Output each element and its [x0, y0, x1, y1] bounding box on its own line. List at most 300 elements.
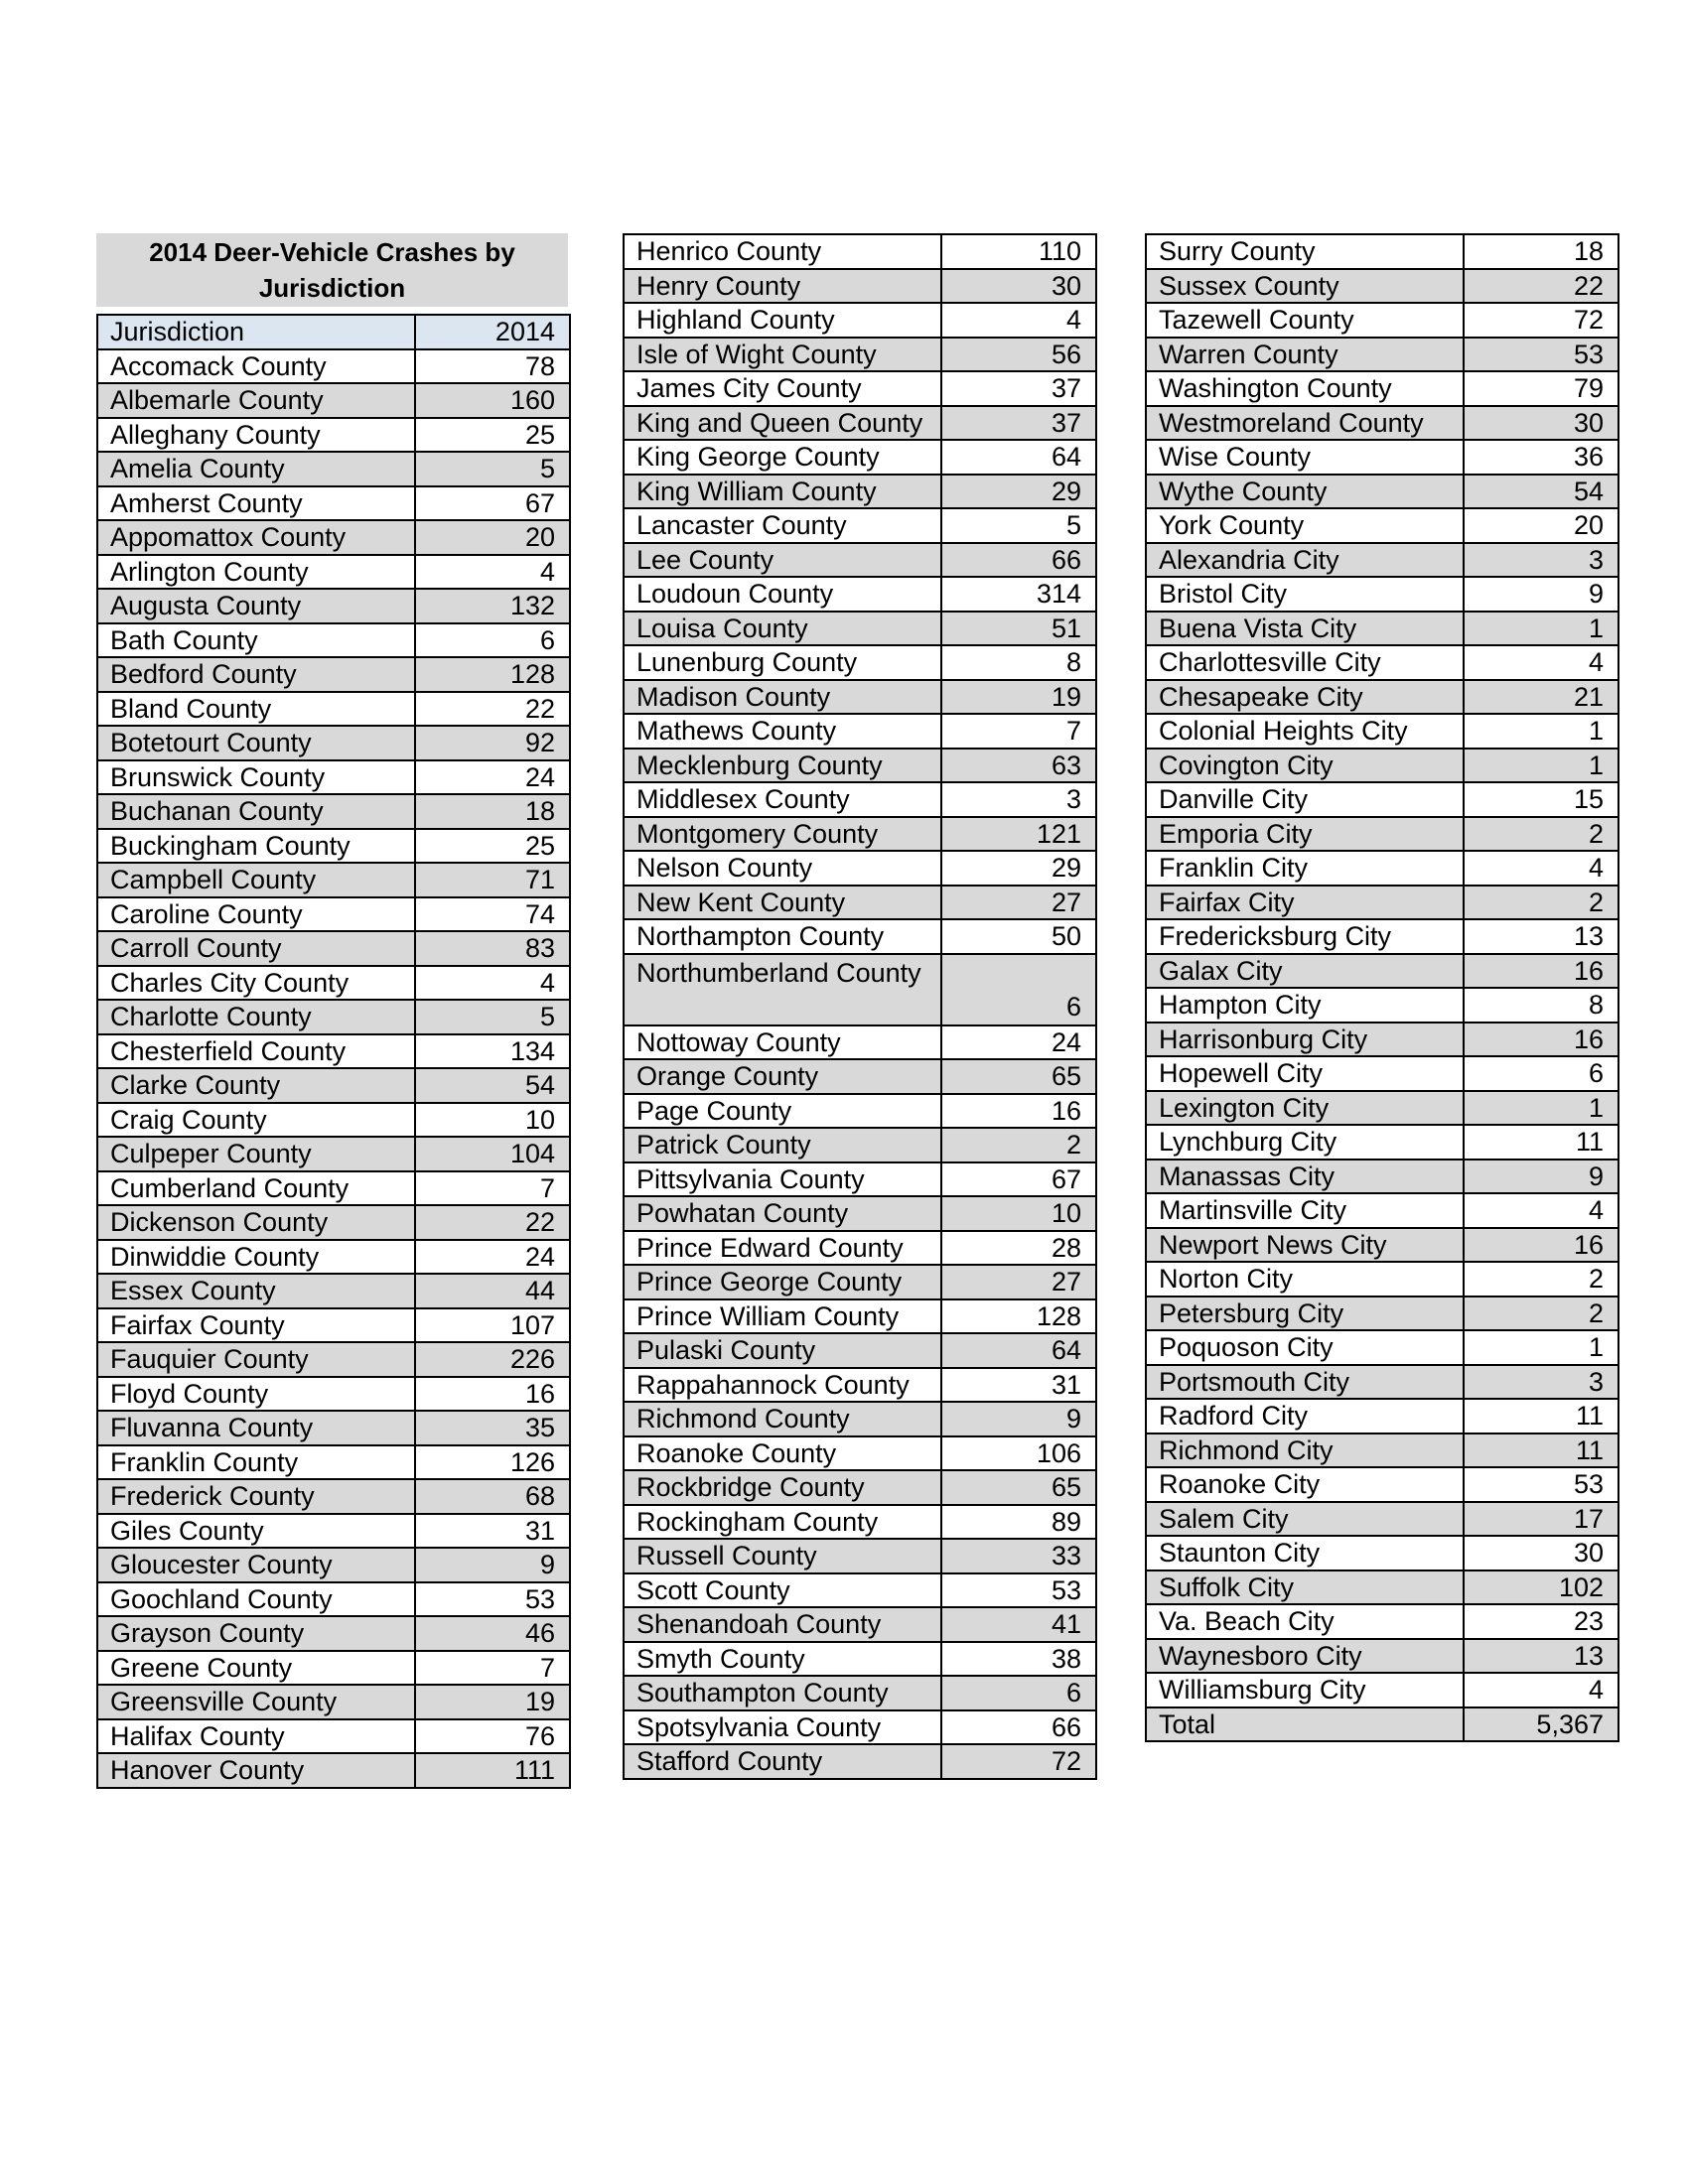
crash-count-cell: 4 — [1464, 1193, 1618, 1228]
crash-count-cell: 6 — [1464, 1056, 1618, 1091]
crash-count-cell: 36 — [1464, 440, 1618, 475]
table-row — [1146, 508, 1618, 543]
crash-count-cell: 19 — [415, 1685, 570, 1719]
jurisdiction-cell: Spotsylvania County — [624, 1710, 941, 1745]
crash-count-cell: 104 — [415, 1137, 570, 1171]
jurisdiction-cell: Patrick County — [624, 1128, 941, 1162]
crash-count-cell: 54 — [1464, 475, 1618, 509]
table-row — [1146, 988, 1618, 1023]
crash-count-cell: 53 — [415, 1582, 570, 1617]
crash-count-cell: 6 — [415, 623, 570, 658]
crash-count-cell: 29 — [941, 475, 1096, 509]
table-row — [97, 1000, 570, 1034]
jurisdiction-cell: Emporia City — [1146, 817, 1464, 852]
crash-count-cell: 64 — [941, 1333, 1096, 1368]
table-row — [1146, 1160, 1618, 1194]
table-row — [624, 612, 1096, 646]
jurisdiction-cell: Richmond County — [624, 1402, 941, 1436]
jurisdiction-cell: Greensville County — [97, 1685, 415, 1719]
crash-count-cell: 67 — [941, 1162, 1096, 1197]
crash-count-cell: 10 — [941, 1196, 1096, 1231]
crash-count-cell: 4 — [1464, 851, 1618, 886]
table-row — [1146, 234, 1618, 269]
crash-count-cell: 44 — [415, 1274, 570, 1308]
jurisdiction-cell: King George County — [624, 440, 941, 475]
crash-count-cell: 13 — [1464, 1639, 1618, 1674]
crash-count-cell: 134 — [415, 1034, 570, 1069]
table-row — [1146, 1433, 1618, 1468]
crash-count-cell: 8 — [941, 645, 1096, 680]
crash-count-cell: 53 — [941, 1573, 1096, 1608]
crash-count-cell: 9 — [1464, 1160, 1618, 1194]
table-row — [1146, 1673, 1618, 1707]
jurisdiction-cell: Carroll County — [97, 931, 415, 966]
table-title: 2014 Deer-Vehicle Crashes by Jurisdiction — [96, 233, 568, 307]
crash-count-cell: 29 — [941, 851, 1096, 886]
crash-count-cell: 16 — [941, 1094, 1096, 1129]
table-row — [97, 555, 570, 590]
crash-count-cell: 128 — [941, 1299, 1096, 1334]
jurisdiction-cell: Poquoson City — [1146, 1330, 1464, 1365]
crash-count-cell: 1 — [1464, 1091, 1618, 1126]
table-row — [97, 966, 570, 1001]
table-row — [624, 1676, 1096, 1710]
table-row — [1146, 475, 1618, 509]
crash-count-cell: 1 — [1464, 749, 1618, 783]
crash-count-cell: 53 — [1464, 1467, 1618, 1502]
crash-count-cell: 20 — [1464, 508, 1618, 543]
crash-count-cell: 4 — [415, 555, 570, 590]
jurisdiction-cell: Orange County — [624, 1059, 941, 1094]
jurisdiction-cell: Powhatan County — [624, 1196, 941, 1231]
table-row — [1146, 1056, 1618, 1091]
jurisdiction-cell: Scott County — [624, 1573, 941, 1608]
jurisdiction-cell: Bedford County — [97, 657, 415, 692]
jurisdiction-cell: Westmoreland County — [1146, 406, 1464, 441]
table-row — [1146, 1125, 1618, 1160]
crash-count-cell: 15 — [1464, 782, 1618, 817]
jurisdiction-cell: Amelia County — [97, 452, 415, 486]
crash-count-cell: 22 — [415, 692, 570, 727]
table-row — [1146, 1193, 1618, 1228]
table-row — [97, 1651, 570, 1686]
table-row — [97, 829, 570, 864]
jurisdiction-cell: Craig County — [97, 1103, 415, 1138]
table-row — [97, 1171, 570, 1206]
table-row — [97, 1274, 570, 1308]
crash-count-cell: 24 — [415, 760, 570, 795]
table-row — [1146, 1399, 1618, 1433]
jurisdiction-cell: Franklin County — [97, 1445, 415, 1480]
table-row — [624, 714, 1096, 749]
crash-count-cell: 4 — [1464, 1673, 1618, 1707]
crash-count-cell: 111 — [415, 1753, 570, 1788]
jurisdiction-cell: Charles City County — [97, 966, 415, 1001]
jurisdiction-cell: Richmond City — [1146, 1433, 1464, 1468]
jurisdiction-cell: New Kent County — [624, 886, 941, 920]
table-row — [1146, 1502, 1618, 1537]
jurisdiction-cell: Alleghany County — [97, 418, 415, 453]
table-row — [97, 1445, 570, 1480]
jurisdiction-cell: Hanover County — [97, 1753, 415, 1788]
crash-count-cell: 54 — [415, 1068, 570, 1103]
table-row — [1146, 1570, 1618, 1605]
table-row — [97, 794, 570, 829]
table-row — [624, 1196, 1096, 1231]
table-row — [624, 406, 1096, 441]
crash-count-cell: 33 — [941, 1539, 1096, 1573]
jurisdiction-cell: Rockingham County — [624, 1505, 941, 1540]
jurisdiction-cell: Surry County — [1146, 234, 1464, 269]
table-row — [624, 1333, 1096, 1368]
crash-count-cell: 4 — [941, 303, 1096, 338]
crash-count-cell: 5 — [415, 1000, 570, 1034]
table-row — [624, 1470, 1096, 1505]
table-row — [1146, 1639, 1618, 1674]
crash-count-cell: 16 — [1464, 1228, 1618, 1263]
crash-count-cell: 7 — [941, 714, 1096, 749]
crash-count-cell: 30 — [1464, 1536, 1618, 1570]
table-row — [624, 338, 1096, 372]
crash-count-cell: 2 — [1464, 886, 1618, 920]
crash-count-cell: 11 — [1464, 1125, 1618, 1160]
crash-count-cell: 3 — [1464, 543, 1618, 578]
crash-count-cell: 132 — [415, 589, 570, 623]
crash-count-cell: 17 — [1464, 1502, 1618, 1537]
crash-count-cell: 37 — [941, 406, 1096, 441]
crash-count-cell: 9 — [1464, 577, 1618, 612]
crash-count-cell: 66 — [941, 543, 1096, 578]
crash-count-cell: 66 — [941, 1710, 1096, 1745]
table-row — [97, 1342, 570, 1377]
table-row — [97, 1582, 570, 1617]
crash-count-cell: 6 — [941, 1676, 1096, 1710]
crash-count-cell: 38 — [941, 1642, 1096, 1677]
jurisdiction-cell: Dinwiddie County — [97, 1240, 415, 1275]
table-column-3 — [1145, 233, 1619, 1742]
jurisdiction-cell: Northumberland County — [624, 954, 941, 1025]
table-row — [1146, 749, 1618, 783]
crash-count-cell: 31 — [941, 1368, 1096, 1403]
table-row — [624, 1744, 1096, 1779]
crash-count-cell: 4 — [1464, 645, 1618, 680]
jurisdiction-cell: Middlesex County — [624, 782, 941, 817]
table-row — [624, 1505, 1096, 1540]
table-row — [1146, 954, 1618, 989]
table-row — [624, 1025, 1096, 1060]
jurisdiction-cell: Wythe County — [1146, 475, 1464, 509]
jurisdiction-cell: Manassas City — [1146, 1160, 1464, 1194]
crash-count-cell: 72 — [941, 1744, 1096, 1779]
jurisdiction-cell: Danville City — [1146, 782, 1464, 817]
jurisdiction-cell: Lee County — [624, 543, 941, 578]
crash-count-cell: 18 — [1464, 234, 1618, 269]
crash-count-cell: 2 — [1464, 817, 1618, 852]
crash-count-cell: 5 — [941, 508, 1096, 543]
crash-count-cell: 5,367 — [1464, 1707, 1618, 1742]
table-row — [97, 1103, 570, 1138]
crash-count-cell: 11 — [1464, 1433, 1618, 1468]
jurisdiction-cell: Pulaski County — [624, 1333, 941, 1368]
jurisdiction-cell: Dickenson County — [97, 1205, 415, 1240]
table-row — [624, 1573, 1096, 1608]
jurisdiction-cell: Fauquier County — [97, 1342, 415, 1377]
table-row — [624, 680, 1096, 715]
table-row — [97, 1479, 570, 1514]
jurisdiction-cell: Buckingham County — [97, 829, 415, 864]
crash-count-cell: 2 — [941, 1128, 1096, 1162]
crash-count-cell: 72 — [1464, 303, 1618, 338]
crash-count-cell: 16 — [1464, 1023, 1618, 1057]
jurisdiction-cell: Charlottesville City — [1146, 645, 1464, 680]
crash-count-cell: 9 — [415, 1548, 570, 1582]
jurisdiction-cell: King William County — [624, 475, 941, 509]
jurisdiction-cell: Cumberland County — [97, 1171, 415, 1206]
table-row — [97, 1514, 570, 1549]
table-row — [1146, 1262, 1618, 1297]
table-row — [97, 931, 570, 966]
jurisdiction-cell: Chesterfield County — [97, 1034, 415, 1069]
table-row — [624, 645, 1096, 680]
crash-count-cell: 11 — [1464, 1399, 1618, 1433]
jurisdiction-cell: Wise County — [1146, 440, 1464, 475]
jurisdiction-cell: Alexandria City — [1146, 543, 1464, 578]
table-row — [1146, 1023, 1618, 1057]
table-row — [624, 1128, 1096, 1162]
table-row — [97, 1240, 570, 1275]
jurisdiction-cell: Hopewell City — [1146, 1056, 1464, 1091]
crash-count-cell: 28 — [941, 1231, 1096, 1266]
table-row — [624, 577, 1096, 612]
table-row — [1146, 714, 1618, 749]
table-row — [1146, 406, 1618, 441]
jurisdiction-cell: Nottoway County — [624, 1025, 941, 1060]
jurisdiction-cell: Franklin City — [1146, 851, 1464, 886]
jurisdiction-cell: Augusta County — [97, 589, 415, 623]
jurisdiction-cell: Lunenburg County — [624, 645, 941, 680]
crash-count-cell: 65 — [941, 1470, 1096, 1505]
jurisdiction-cell: Newport News City — [1146, 1228, 1464, 1263]
jurisdiction-cell: Southampton County — [624, 1676, 941, 1710]
table-row — [624, 1402, 1096, 1436]
crash-count-cell: 78 — [415, 349, 570, 384]
table-row — [97, 760, 570, 795]
crash-count-cell: 71 — [415, 863, 570, 897]
jurisdiction-cell: Albemarle County — [97, 383, 415, 418]
jurisdiction-cell: Botetourt County — [97, 726, 415, 760]
crash-count-cell: 25 — [415, 418, 570, 453]
table-row — [97, 1616, 570, 1651]
crash-count-cell: 24 — [415, 1240, 570, 1275]
table-row — [624, 954, 1096, 1025]
jurisdiction-cell: Harrisonburg City — [1146, 1023, 1464, 1057]
jurisdiction-cell: Accomack County — [97, 349, 415, 384]
jurisdiction-cell: Amherst County — [97, 486, 415, 521]
table-row — [624, 234, 1096, 269]
table-row — [624, 440, 1096, 475]
table-row — [624, 1265, 1096, 1299]
crash-count-cell: 106 — [941, 1436, 1096, 1471]
jurisdiction-cell: Staunton City — [1146, 1536, 1464, 1570]
table-row — [624, 817, 1096, 852]
crash-count-cell: 67 — [415, 486, 570, 521]
crash-count-cell: 46 — [415, 1616, 570, 1651]
crash-count-cell: 30 — [1464, 406, 1618, 441]
jurisdiction-cell: Washington County — [1146, 371, 1464, 406]
jurisdiction-cell: Roanoke City — [1146, 1467, 1464, 1502]
jurisdiction-cell: Prince Edward County — [624, 1231, 941, 1266]
table-row — [97, 1034, 570, 1069]
table-row — [1146, 440, 1618, 475]
jurisdiction-cell: Essex County — [97, 1274, 415, 1308]
jurisdiction-cell: Loudoun County — [624, 577, 941, 612]
crash-count-cell: 31 — [415, 1514, 570, 1549]
jurisdiction-cell: Lynchburg City — [1146, 1125, 1464, 1160]
table-row — [97, 863, 570, 897]
crash-count-cell: 226 — [415, 1342, 570, 1377]
table-row — [1146, 817, 1618, 852]
table-row — [624, 371, 1096, 406]
jurisdiction-cell: Pittsylvania County — [624, 1162, 941, 1197]
jurisdiction-cell: Bath County — [97, 623, 415, 658]
crash-count-cell: 8 — [1464, 988, 1618, 1023]
table-row — [624, 919, 1096, 954]
table-row — [97, 486, 570, 521]
crash-count-cell: 2 — [1464, 1297, 1618, 1331]
jurisdiction-cell: Martinsville City — [1146, 1193, 1464, 1228]
table-column-2 — [623, 233, 1097, 1780]
jurisdiction-cell: Madison County — [624, 680, 941, 715]
crash-count-cell: 51 — [941, 612, 1096, 646]
table-row — [97, 1308, 570, 1343]
jurisdiction-cell: Mecklenburg County — [624, 749, 941, 783]
crash-count-cell: 128 — [415, 657, 570, 692]
crash-count-cell: 160 — [415, 383, 570, 418]
jurisdiction-cell: Lexington City — [1146, 1091, 1464, 1126]
table-row — [97, 657, 570, 692]
crash-count-cell: 53 — [1464, 338, 1618, 372]
header-jurisdiction: Jurisdiction — [97, 315, 415, 349]
crash-count-cell: 1 — [1464, 612, 1618, 646]
table-row — [1146, 886, 1618, 920]
table-row — [624, 749, 1096, 783]
jurisdiction-cell: Henry County — [624, 269, 941, 304]
jurisdiction-cell: James City County — [624, 371, 941, 406]
table-row — [1146, 1365, 1618, 1400]
table-row — [1146, 851, 1618, 886]
table-row — [1146, 1228, 1618, 1263]
table-row — [624, 475, 1096, 509]
jurisdiction-cell: Suffolk City — [1146, 1570, 1464, 1605]
table-row — [1146, 919, 1618, 954]
jurisdiction-cell: Roanoke County — [624, 1436, 941, 1471]
table-row — [1146, 612, 1618, 646]
jurisdiction-cell: Waynesboro City — [1146, 1639, 1464, 1674]
table-row — [624, 508, 1096, 543]
table-row — [1146, 1467, 1618, 1502]
crash-count-cell: 21 — [1464, 680, 1618, 715]
jurisdiction-cell: Rockbridge County — [624, 1470, 941, 1505]
jurisdiction-cell: Fredericksburg City — [1146, 919, 1464, 954]
crash-count-cell: 102 — [1464, 1570, 1618, 1605]
jurisdiction-cell: Total — [1146, 1707, 1464, 1742]
table-row — [1146, 782, 1618, 817]
table-row — [624, 1607, 1096, 1642]
crash-count-cell: 19 — [941, 680, 1096, 715]
crash-count-cell: 13 — [1464, 919, 1618, 954]
jurisdiction-cell: Goochland County — [97, 1582, 415, 1617]
table-row — [624, 1539, 1096, 1573]
table-row — [1146, 680, 1618, 715]
crash-count-cell: 23 — [1464, 1604, 1618, 1639]
jurisdiction-cell: Henrico County — [624, 234, 941, 269]
jurisdiction-cell: Galax City — [1146, 954, 1464, 989]
crash-count-cell: 25 — [415, 829, 570, 864]
jurisdiction-cell: Rappahannock County — [624, 1368, 941, 1403]
jurisdiction-cell: Fairfax County — [97, 1308, 415, 1343]
table-row — [624, 1436, 1096, 1471]
jurisdiction-cell: Norton City — [1146, 1262, 1464, 1297]
table-row — [1146, 303, 1618, 338]
jurisdiction-cell: Colonial Heights City — [1146, 714, 1464, 749]
crash-count-cell: 110 — [941, 234, 1096, 269]
table-row — [1146, 543, 1618, 578]
crash-count-cell: 7 — [415, 1171, 570, 1206]
jurisdiction-cell: Halifax County — [97, 1719, 415, 1754]
jurisdiction-cell: Bland County — [97, 692, 415, 727]
crash-count-cell: 24 — [941, 1025, 1096, 1060]
table-row — [97, 1137, 570, 1171]
crash-count-cell: 76 — [415, 1719, 570, 1754]
jurisdiction-cell: Chesapeake City — [1146, 680, 1464, 715]
table-row — [97, 418, 570, 453]
crash-count-cell: 22 — [1464, 269, 1618, 304]
jurisdiction-cell: Grayson County — [97, 1616, 415, 1651]
jurisdiction-cell: Russell County — [624, 1539, 941, 1573]
table-row — [1146, 1297, 1618, 1331]
table-row — [97, 1068, 570, 1103]
jurisdiction-cell: Fluvanna County — [97, 1411, 415, 1445]
jurisdiction-cell: Culpeper County — [97, 1137, 415, 1171]
jurisdiction-cell: Northampton County — [624, 919, 941, 954]
crash-count-cell: 7 — [415, 1651, 570, 1686]
crash-count-cell: 16 — [415, 1377, 570, 1412]
table-row — [1146, 1536, 1618, 1570]
jurisdiction-cell: Greene County — [97, 1651, 415, 1686]
table-row — [97, 520, 570, 555]
header-year: 2014 — [415, 315, 570, 349]
jurisdiction-cell: Montgomery County — [624, 817, 941, 852]
jurisdiction-cell: Appomattox County — [97, 520, 415, 555]
crash-count-cell: 74 — [415, 897, 570, 932]
table-row — [97, 452, 570, 486]
table-column-1 — [96, 314, 571, 1789]
crash-count-cell: 50 — [941, 919, 1096, 954]
table-row — [1146, 338, 1618, 372]
crash-count-cell: 6 — [941, 954, 1096, 1025]
crash-count-cell: 2 — [1464, 1262, 1618, 1297]
table-row — [97, 589, 570, 623]
crash-count-cell: 68 — [415, 1479, 570, 1514]
table-row — [97, 1719, 570, 1754]
table-row — [624, 543, 1096, 578]
jurisdiction-cell: Fairfax City — [1146, 886, 1464, 920]
jurisdiction-cell: Arlington County — [97, 555, 415, 590]
table-row — [1146, 371, 1618, 406]
crash-count-cell: 107 — [415, 1308, 570, 1343]
crash-count-cell: 37 — [941, 371, 1096, 406]
table-row — [624, 269, 1096, 304]
